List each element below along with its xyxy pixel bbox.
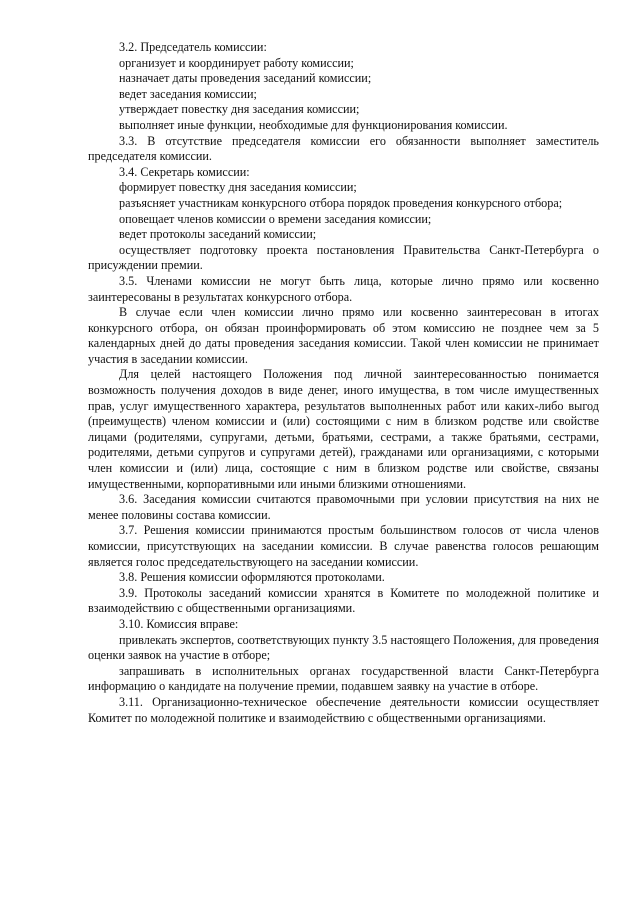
paragraph: запрашивать в исполнительных органах государственной власти Санкт-Петербурга информацию о кандидате на получение премии, подавшем заявку на участие в отборе. (88, 663, 599, 694)
paragraph: организует и координирует работу комиссии; (119, 55, 354, 70)
paragraph: 3.4. Секретарь комиссии: (119, 164, 250, 179)
paragraph: назначает даты проведения заседаний комиссии; (119, 71, 372, 86)
paragraph: утверждает повестку дня заседания комиссии; (119, 102, 360, 117)
paragraph: ведет заседания комиссии; (119, 86, 257, 101)
paragraph: 3.11. Организационно-техническое обеспечение деятельности комиссии осуществляет Комитет по молодежной политике и взаимодействию с общественными организациями. (88, 694, 599, 725)
paragraph: формирует повестку дня заседания комиссии; (119, 180, 357, 195)
paragraph: 3.3. В отсутствие председателя комиссии его обязанности выполняет заместитель председателя комиссии. (88, 133, 599, 164)
paragraph: разъясняет участникам конкурсного отбора порядок проведения конкурсного отбора; (119, 195, 563, 210)
paragraph: осуществляет подготовку проекта постановления Правительства Санкт-Петербурга о присуждении премии. (88, 242, 599, 273)
paragraph: 3.6. Заседания комиссии считаются правомочными при условии присутствия на них не менее половины состава комиссии. (88, 492, 599, 522)
document-page (88, 40, 599, 726)
paragraph: 3.7. Решения комиссии принимаются простым большинством голосов от числа членов комиссии, присутствующих на заседании комиссии. В случае равенства голосов решающим является голос председательствующего на заседании комиссии. (88, 523, 599, 569)
paragraph: 3.5. Членами комиссии не могут быть лица, которые лично прямо или косвенно заинтересованы в результатах конкурсного отбора. (88, 273, 599, 304)
paragraph: привлекать экспертов, соответствующих пункту 3.5 настоящего Положения, для проведения оценки заявок на участие в отборе; (88, 632, 599, 663)
paragraph: 3.8. Решения комиссии оформляются протоколами. (119, 570, 385, 585)
paragraph: оповещает членов комиссии о времени заседания комиссии; (119, 211, 432, 226)
paragraph: 3.10. Комиссия вправе: (119, 616, 239, 631)
paragraph: Для целей настоящего Положения под личной заинтересованностью понимается возможность получения доходов в виде денег, иного имущества, в том числе имущественных прав, услуг имущественного характера, результатов выполненных работ или каких-либо выгод (преимуществ) членом комиссии и (или) состоящими с ним в близком родстве или свойстве лицами (родителями, супругами, детьми, братьями, сестрами, а также братьями, сестрами, родителями, детьми супругов и супругами детей), гражданами или организациями, с которыми член комиссии и (или) лица, состоящие с ним в близком родстве или свойстве, связаны имущественными, корпоративными или иными близкими отношениями. (88, 367, 599, 491)
paragraph: 3.9. Протоколы заседаний комиссии хранятся в Комитете по молодежной политике и взаимодействию с общественными организациями. (88, 585, 599, 616)
paragraph: 3.2. Председатель комиссии: (119, 40, 267, 54)
paragraph: В случае если член комиссии лично прямо или косвенно заинтересован в итогах конкурсного отбора, он обязан проинформировать об этом комиссию не позднее чем за 5 календарных дней до даты проведения заседания комиссии. Такой член комиссии не принимает участия в заседании комиссии. (88, 305, 599, 366)
paragraph: ведет протоколы заседаний комиссии; (119, 227, 317, 242)
paragraph: выполняет иные функции, необходимые для функционирования комиссии. (119, 117, 508, 132)
